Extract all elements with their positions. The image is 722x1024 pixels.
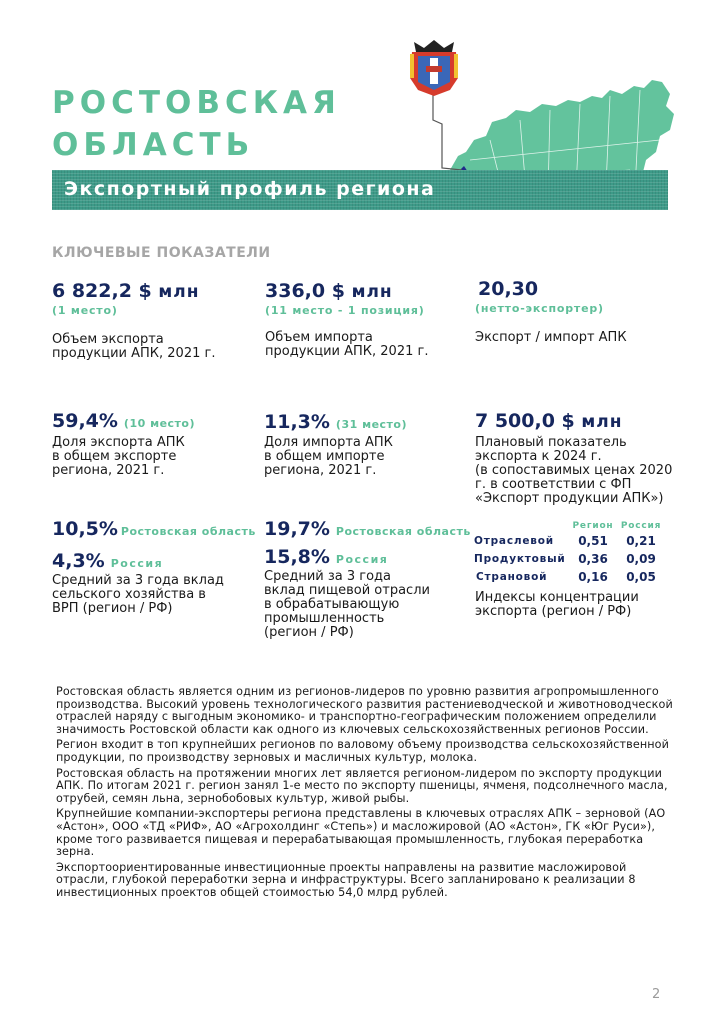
indicator-desc: сельского хозяйства в bbox=[52, 587, 206, 602]
indicator-export-volume bbox=[52, 280, 215, 361]
column-header-russia: Россия bbox=[620, 521, 662, 531]
concentration-desc bbox=[475, 591, 639, 619]
russia-cell: 0,05 bbox=[626, 570, 656, 584]
indicator-desc: Плановый показатель bbox=[475, 435, 627, 450]
indicator-desc: (регион / РФ) bbox=[264, 625, 354, 640]
indicator-desc: Доля импорта АПК bbox=[264, 435, 393, 450]
indicator-import-volume bbox=[265, 280, 428, 359]
page-subtitle: Экспортный профиль региона bbox=[64, 178, 436, 200]
region-value: 10,5% bbox=[52, 518, 118, 540]
indicator-value: 6 822,2 $ bbox=[52, 280, 152, 302]
table-row bbox=[474, 568, 664, 586]
region-cell: 0,36 bbox=[578, 552, 608, 566]
russia-cell: 0,21 bbox=[626, 533, 656, 548]
indicator-desc: Объем экспорта bbox=[52, 332, 164, 347]
russia-label: Россия bbox=[335, 553, 389, 566]
indicator-desc: «Экспорт продукции АПК») bbox=[475, 491, 664, 506]
indicator-value: 336,0 $ bbox=[265, 280, 345, 302]
paragraph: Ростовская область на протяжении многих лет является регионом-лидером по экспорту продукции АПК. По итогам 2021 г. регион занял 1-е место по экспорту пшеницы, ячменя, подсолнечного масла, отрубей, семян льна, зернобобовых культур, живой рыбы. bbox=[56, 766, 668, 805]
indicator-desc: ВРП (регион / РФ) bbox=[52, 601, 173, 616]
page-number: 2 bbox=[652, 987, 661, 1002]
indicator-value: 7 500,0 $ bbox=[475, 410, 575, 432]
indicator-desc: продукции АПК, 2021 г. bbox=[265, 344, 429, 359]
indicator-export-import-ratio bbox=[475, 278, 627, 345]
indicator-desc: (в сопоставимых ценах 2020 bbox=[475, 463, 673, 478]
indicator-desc: в общем экспорте bbox=[52, 449, 177, 464]
russia-value: 15,8% bbox=[264, 546, 330, 568]
paragraph: Регион входит в топ крупнейших регионов по валовому объему производства сельскохозяйственной продукции, по производству зерновых и масличных культур, молока. bbox=[56, 738, 669, 764]
indicator-desc: продукции АПК, 2021 г. bbox=[52, 346, 216, 361]
indicator-value: 11,3% bbox=[264, 411, 330, 433]
indicator-import-share bbox=[264, 411, 407, 478]
russia-value: 4,3% bbox=[52, 550, 105, 572]
coat-of-arms-icon bbox=[404, 38, 464, 100]
region-cell: 0,51 bbox=[578, 533, 608, 548]
indicator-desc: в обрабатывающую bbox=[264, 597, 400, 612]
indicator-rank: (11 место - 1 позиция) bbox=[265, 304, 425, 317]
russia-cell: 0,09 bbox=[626, 552, 656, 566]
indicator-desc: Средний за 3 года вклад bbox=[52, 573, 224, 588]
indicator-value: 20,30 bbox=[478, 278, 539, 300]
region-description bbox=[56, 686, 674, 903]
row-label: Продуктовый bbox=[474, 553, 566, 565]
indicator-unit: млн bbox=[351, 282, 393, 302]
region-label: Ростовская область bbox=[120, 525, 256, 538]
indicator-agri-grp-contribution bbox=[52, 518, 256, 616]
concentration-index-table bbox=[474, 521, 664, 586]
indicator-rank: (31 место) bbox=[335, 418, 408, 431]
indicator-value: 59,4% bbox=[52, 410, 118, 432]
indicator-status: (нетто-экспортер) bbox=[475, 302, 604, 315]
table-row bbox=[474, 550, 664, 568]
indicator-desc: Индексы концентрации bbox=[475, 590, 639, 605]
indicator-desc: экспорта (регион / РФ) bbox=[475, 604, 632, 619]
russia-label: Россия bbox=[110, 557, 164, 570]
region-cell: 0,16 bbox=[578, 570, 608, 584]
indicator-rank: (1 место) bbox=[52, 304, 118, 317]
indicator-desc: Доля экспорта АПК bbox=[52, 435, 185, 450]
indicator-desc: вклад пищевой отрасли bbox=[264, 583, 430, 598]
page-title-line2: ОБЛАСТЬ bbox=[52, 127, 255, 163]
section-heading-key-indicators: КЛЮЧЕВЫЕ ПОКАЗАТЕЛИ bbox=[52, 245, 271, 261]
indicator-desc: Средний за 3 года bbox=[264, 569, 391, 584]
row-label: Страновой bbox=[476, 571, 548, 583]
table-row bbox=[474, 531, 664, 550]
indicator-export-share bbox=[52, 410, 195, 478]
indicator-food-industry-contribution bbox=[264, 518, 471, 640]
indicator-desc: экспорта к 2024 г. bbox=[475, 449, 602, 464]
indicator-desc: Экспорт / импорт АПК bbox=[475, 330, 627, 345]
paragraph: Ростовская область является одним из регионов-лидеров по уровню развития агропромышленного производства. Высокий уровень технологического развития растениеводческой и животноводческой отраслей наряду с выгодным экономико- и транспортно-географическим положением определили значимость Ростовской области как одного из ключевых сельскохозяйственных регионов России. bbox=[56, 685, 673, 736]
column-header-region: Регион bbox=[572, 521, 614, 531]
indicator-desc: Объем импорта bbox=[265, 330, 373, 345]
indicator-unit: млн bbox=[158, 282, 200, 302]
region-label: Ростовская область bbox=[335, 525, 471, 538]
indicator-desc: региона, 2021 г. bbox=[52, 463, 165, 478]
indicator-desc: промышленность bbox=[264, 611, 385, 626]
indicator-unit: млн bbox=[581, 412, 623, 432]
paragraph: Крупнейшие компании-экспортеры региона представлены в ключевых отраслях АПК – зерновой (АО «Астон», ООО «ТД «РИФ», АО «Агрохолдинг «Степь») и масложировой (АО «Астон», ГК «Юг Руси»), кроме того развивается пищевая и перерабатывающая промышленность, глубокая переработка зерна. bbox=[56, 807, 666, 859]
page-title-line1: РОСТОВСКАЯ bbox=[52, 85, 341, 121]
indicator-export-target bbox=[475, 410, 672, 506]
table-header-row bbox=[474, 521, 664, 531]
indicator-desc: г. в соответствии с ФП bbox=[475, 477, 632, 492]
paragraph: Экспортоориентированные инвестиционные проекты направлены на развитие масложировой отрасли, глубокой переработки зерна и инфраструктуры. Всего запланировано к реализации 8 инвестиционных проектов общей стоимостью 54,0 млрд рублей. bbox=[56, 860, 636, 899]
row-label: Отраслевой bbox=[474, 534, 554, 547]
indicator-desc: региона, 2021 г. bbox=[264, 463, 377, 478]
indicator-rank: (10 место) bbox=[123, 417, 196, 430]
region-value: 19,7% bbox=[264, 518, 330, 540]
indicator-desc: в общем импорте bbox=[264, 449, 385, 464]
